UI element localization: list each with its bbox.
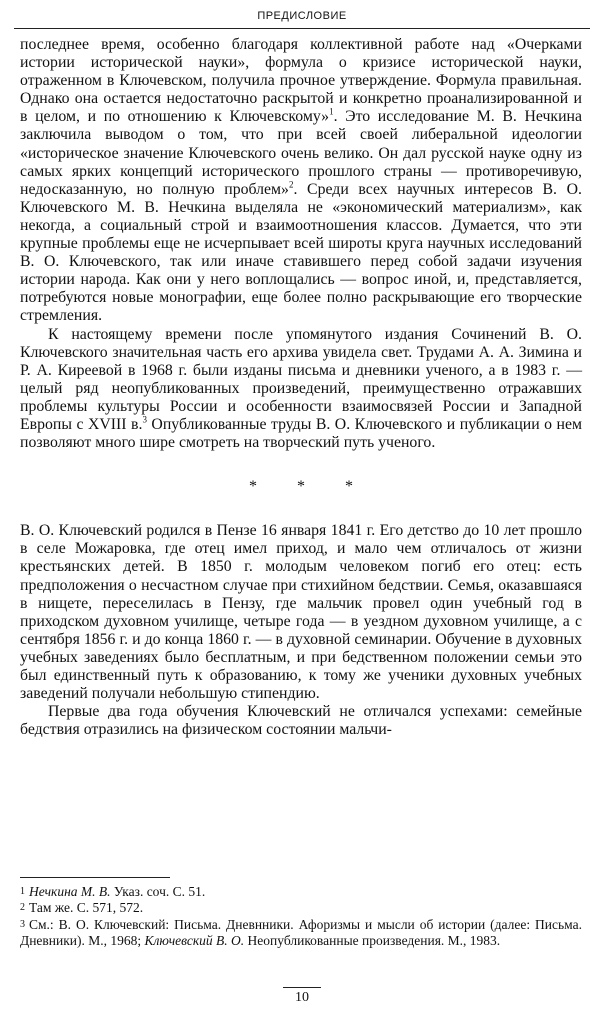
running-header: ПРЕДИСЛОВИЕ bbox=[14, 10, 590, 29]
section-separator: * * * bbox=[249, 478, 371, 496]
footnote-1: $^1$ Нечкина М. В. Указ. соч. С. 51. bbox=[20, 884, 206, 899]
main-text bbox=[20, 36, 582, 739]
paragraph-2: К настоящему времени после упомянутого издания Сочинений В. О. Ключевского значительная часть его архива увидела свет. Трудами А. А. Зимина и Р. А. Киреевой в 1968 г. были изданы письма и дневники ученого, а в 1983 г. — целый ряд неопубликованных произведений, преимущественно отражавших проблемы культуры России и особенности взаимосвязей России и Западной Европы с XVIII в.$^3$ Опубликованные труды В. О. Ключевского и публикации о нем позволяют много шире смотреть на творческий путь ученого. bbox=[20, 325, 582, 452]
footnote-divider bbox=[20, 877, 170, 878]
page-number: 10 bbox=[0, 990, 604, 1006]
footnote-3: $^3$ См.: В. О. Ключевский: Письма. Дневнники. Афоризмы и мысли об истории (далее: Письма. Дневники). М., 1968; Ключевский В. О. Неопубликованные произведения. М., 1983. bbox=[20, 916, 582, 948]
footnote-ref-1[interactable]: 1 bbox=[329, 107, 334, 118]
paragraph-3: В. О. Ключевский родился в Пензе 16 января 1841 г. Его детство до 10 лет прошло в селе Можаровка, где отец имел приход, и мало чем отличалось от жизни крестьянских детей. В 1850 г. молодым человеком погиб его отец: есть предположения о несчастном случае при стихийном бедствии. Семья, оказавшаяся в нищете, переселилась в Пензу, где мальчик провел один учебный год в приходском духовном училище, четыре года — в уездном духовном училище, а с сентября 1856 г. и до конца 1860 г. — в духовной семинарии. Обучение в духовных учебных заведениях было бесплатным, и при бедственном положении семьи это был единственный путь к образованию, к тому же ученики духовных учебных заведений получали небольшую стипендию. bbox=[20, 522, 582, 703]
footnotes bbox=[20, 884, 582, 949]
paragraph-4: Первые два года обучения Ключевский не отличался успехами: семейные бедствия отразились на физическом состоянии мальчи- bbox=[20, 703, 582, 739]
paragraph-1: последнее время, особенно благодаря коллективной работе над «Очерками истории исторической науки», формула о кризисе исторической науки, отраженном в Ключевском, получила прочное утверждение. Формула правильная. Однако она остается недостаточно раскрытой и конкретно проанализированной и в целом, и по отношению к Ключевскому»$^1$. Это исследование М. В. Нечкина заключила выводом о том, что при всей своей либеральной идеологии «историческое значение Ключевского очень велико. Он дал русской науке одну из самых ярких концепций исторического прошлого страны — противоречивую, недосказанную, но полную проблем»$^2$. Среди всех научных интересов В. О. Ключевского М. В. Нечкина выделяла не «экономический материализм», как некогда, а социальный строй и взаимоотношения классов. Думается, что эти крупные проблемы еще не исчерпывает всей широты круга научных исследований В. О. Ключевского, так или иначе ставившего перед собой задачи изучения истории народа. Как они у него воплощались — вопрос иной, и, представляется, потребуются новые монографии, еще более полно раскрывающие его творческие стремления. bbox=[20, 36, 583, 325]
footnote-ref-2[interactable]: 2 bbox=[288, 179, 294, 190]
footnote-ref-3[interactable]: 3 bbox=[142, 414, 147, 425]
footnote-2: $^2$ Там же. С. 571, 572. bbox=[20, 900, 144, 916]
